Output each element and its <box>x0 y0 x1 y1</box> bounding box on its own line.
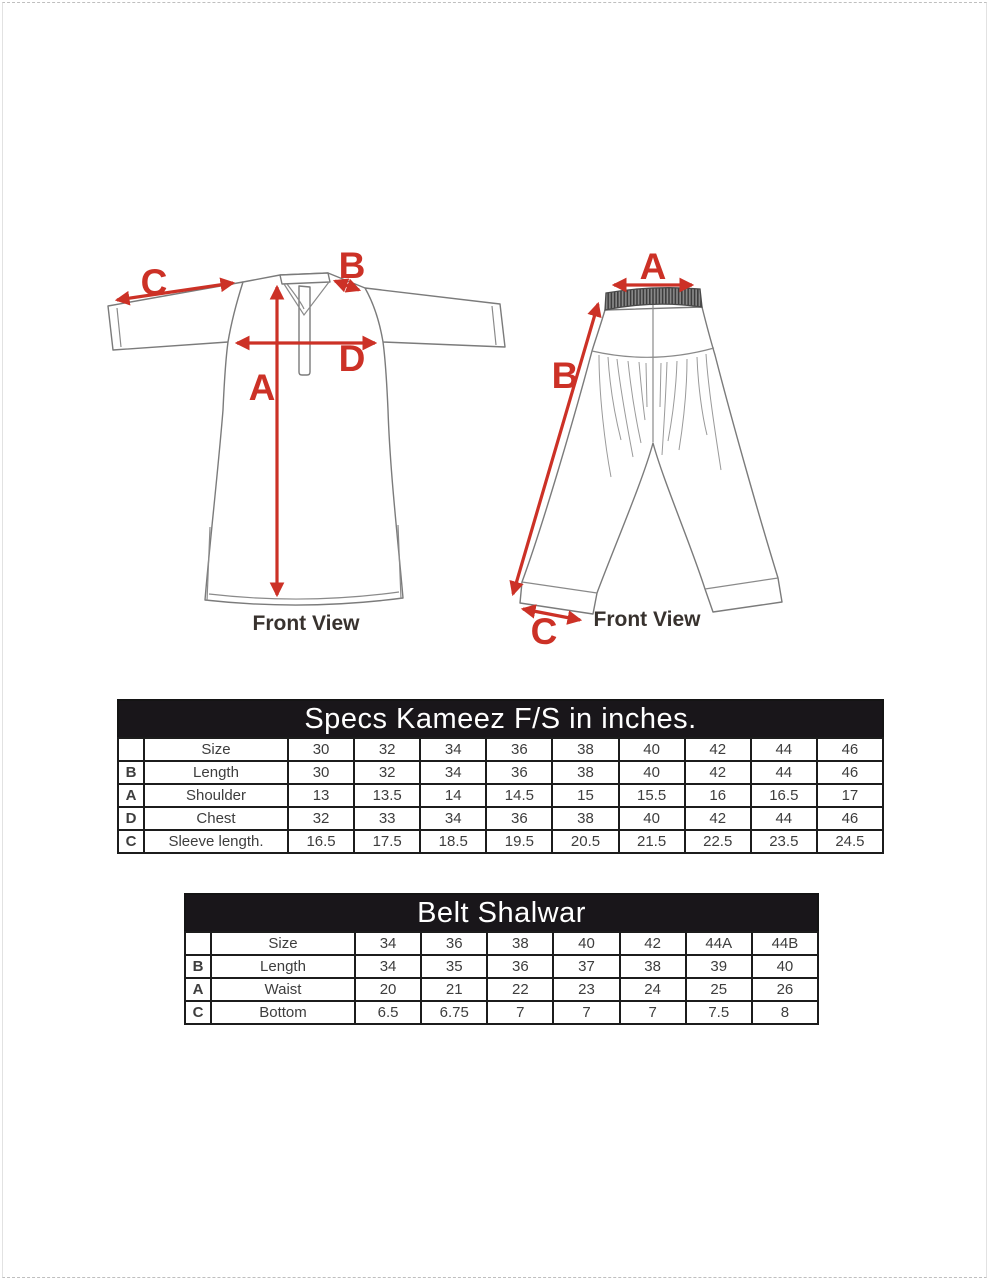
table-row <box>185 955 818 978</box>
kameez-drawing <box>90 240 520 650</box>
row-measure-letter: D <box>118 807 144 830</box>
row-size-value: 21.5 <box>619 830 685 853</box>
row-size-value: 30 <box>288 761 354 784</box>
row-size-value: 37 <box>553 955 619 978</box>
row-size-value: 36 <box>487 955 553 978</box>
row-size-value: 16.5 <box>288 830 354 853</box>
row-size-value: 38 <box>552 807 618 830</box>
row-size-value: 42 <box>620 932 686 955</box>
row-measure-letter <box>118 738 144 761</box>
kameez-table-title: Specs Kameez F/S in inches. <box>117 699 884 737</box>
row-size-value: 15 <box>552 784 618 807</box>
row-measure-label: Size <box>211 932 355 955</box>
row-size-value: 34 <box>420 807 486 830</box>
kameez-placket <box>299 286 310 375</box>
shalwar-drawing <box>495 245 805 650</box>
row-size-value: 13.5 <box>354 784 420 807</box>
row-measure-letter: B <box>185 955 211 978</box>
row-size-value: 16 <box>685 784 751 807</box>
row-size-value: 42 <box>685 738 751 761</box>
kameez-size-table <box>117 699 884 854</box>
row-size-value: 25 <box>686 978 752 1001</box>
row-size-value: 13 <box>288 784 354 807</box>
row-size-value: 8 <box>752 1001 818 1024</box>
table-row <box>185 932 818 955</box>
row-measure-label: Length <box>211 955 355 978</box>
row-size-value: 7.5 <box>686 1001 752 1024</box>
row-size-value: 6.5 <box>355 1001 421 1024</box>
row-size-value: 17.5 <box>354 830 420 853</box>
row-size-value: 22 <box>487 978 553 1001</box>
kameez-measure-B <box>335 245 365 290</box>
row-measure-label: Chest <box>144 807 288 830</box>
table-row <box>118 784 883 807</box>
row-size-value: 46 <box>817 738 883 761</box>
row-size-value: 15.5 <box>619 784 685 807</box>
row-size-value: 46 <box>817 761 883 784</box>
shalwar-outline <box>520 307 782 614</box>
row-size-value: 42 <box>685 807 751 830</box>
row-size-value: 23 <box>553 978 619 1001</box>
row-size-value: 40 <box>553 932 619 955</box>
row-size-value: 19.5 <box>486 830 552 853</box>
row-measure-label: Shoulder <box>144 784 288 807</box>
measure-label-b: B <box>551 355 579 396</box>
row-size-value: 38 <box>552 761 618 784</box>
row-size-value: 21 <box>421 978 487 1001</box>
row-size-value: 24 <box>620 978 686 1001</box>
row-measure-label: Size <box>144 738 288 761</box>
row-size-value: 39 <box>686 955 752 978</box>
row-size-value: 18.5 <box>420 830 486 853</box>
shalwar-front-view-label: Front View <box>593 608 701 631</box>
row-size-value: 14.5 <box>486 784 552 807</box>
row-size-value: 6.75 <box>421 1001 487 1024</box>
table-row <box>118 807 883 830</box>
row-size-value: 40 <box>619 807 685 830</box>
row-measure-letter: A <box>185 978 211 1001</box>
shalwar-diagram <box>495 245 805 650</box>
row-size-value: 34 <box>355 955 421 978</box>
row-size-value: 30 <box>288 738 354 761</box>
row-measure-label: Waist <box>211 978 355 1001</box>
row-size-value: 7 <box>553 1001 619 1024</box>
row-size-value: 35 <box>421 955 487 978</box>
table-row <box>118 761 883 784</box>
measure-label-a: A <box>248 367 276 408</box>
measure-label-a: A <box>639 246 667 287</box>
row-size-value: 36 <box>486 738 552 761</box>
row-size-value: 40 <box>619 761 685 784</box>
kameez-front-view-label: Front View <box>252 612 360 635</box>
row-size-value: 38 <box>552 738 618 761</box>
measure-label-c: C <box>530 611 558 650</box>
table-row <box>118 830 883 853</box>
row-measure-letter: C <box>118 830 144 853</box>
measure-label-c: C <box>140 262 168 303</box>
row-size-value: 20 <box>355 978 421 1001</box>
row-size-value: 44A <box>686 932 752 955</box>
row-size-value: 32 <box>354 738 420 761</box>
measure-label-d: D <box>338 338 366 379</box>
row-size-value: 17 <box>817 784 883 807</box>
row-size-value: 40 <box>619 738 685 761</box>
kameez-diagram <box>90 240 520 650</box>
row-size-value: 22.5 <box>685 830 751 853</box>
table-row <box>185 978 818 1001</box>
row-size-value: 40 <box>752 955 818 978</box>
row-size-value: 38 <box>620 955 686 978</box>
row-measure-letter: A <box>118 784 144 807</box>
row-measure-label: Bottom <box>211 1001 355 1024</box>
row-size-value: 23.5 <box>751 830 817 853</box>
row-size-value: 14 <box>420 784 486 807</box>
row-measure-letter: C <box>185 1001 211 1024</box>
table-row <box>185 1001 818 1024</box>
row-size-value: 44 <box>751 761 817 784</box>
row-size-value: 16.5 <box>751 784 817 807</box>
row-size-value: 34 <box>355 932 421 955</box>
row-size-value: 44B <box>752 932 818 955</box>
shalwar-spec-table <box>184 931 819 1025</box>
row-size-value: 44 <box>751 738 817 761</box>
row-measure-label: Sleeve length. <box>144 830 288 853</box>
row-measure-letter <box>185 932 211 955</box>
row-measure-letter: B <box>118 761 144 784</box>
kameez-right-sleeve <box>365 288 505 347</box>
row-size-value: 46 <box>817 807 883 830</box>
row-size-value: 20.5 <box>552 830 618 853</box>
table-row <box>118 738 883 761</box>
row-size-value: 38 <box>487 932 553 955</box>
row-size-value: 7 <box>487 1001 553 1024</box>
shalwar-measure-A <box>614 246 692 287</box>
row-size-value: 24.5 <box>817 830 883 853</box>
row-size-value: 33 <box>354 807 420 830</box>
row-size-value: 36 <box>486 761 552 784</box>
row-measure-label: Length <box>144 761 288 784</box>
row-size-value: 34 <box>420 761 486 784</box>
kameez-spec-table <box>117 737 884 854</box>
row-size-value: 7 <box>620 1001 686 1024</box>
row-size-value: 34 <box>420 738 486 761</box>
row-size-value: 36 <box>421 932 487 955</box>
row-size-value: 32 <box>354 761 420 784</box>
shalwar-table-title: Belt Shalwar <box>184 893 819 931</box>
row-size-value: 26 <box>752 978 818 1001</box>
row-size-value: 32 <box>288 807 354 830</box>
row-size-value: 36 <box>486 807 552 830</box>
measure-label-b: B <box>338 245 366 286</box>
shalwar-measure-C <box>523 609 580 650</box>
kameez-collar-band <box>280 273 330 284</box>
shalwar-size-table <box>184 893 819 1025</box>
row-size-value: 44 <box>751 807 817 830</box>
row-size-value: 42 <box>685 761 751 784</box>
